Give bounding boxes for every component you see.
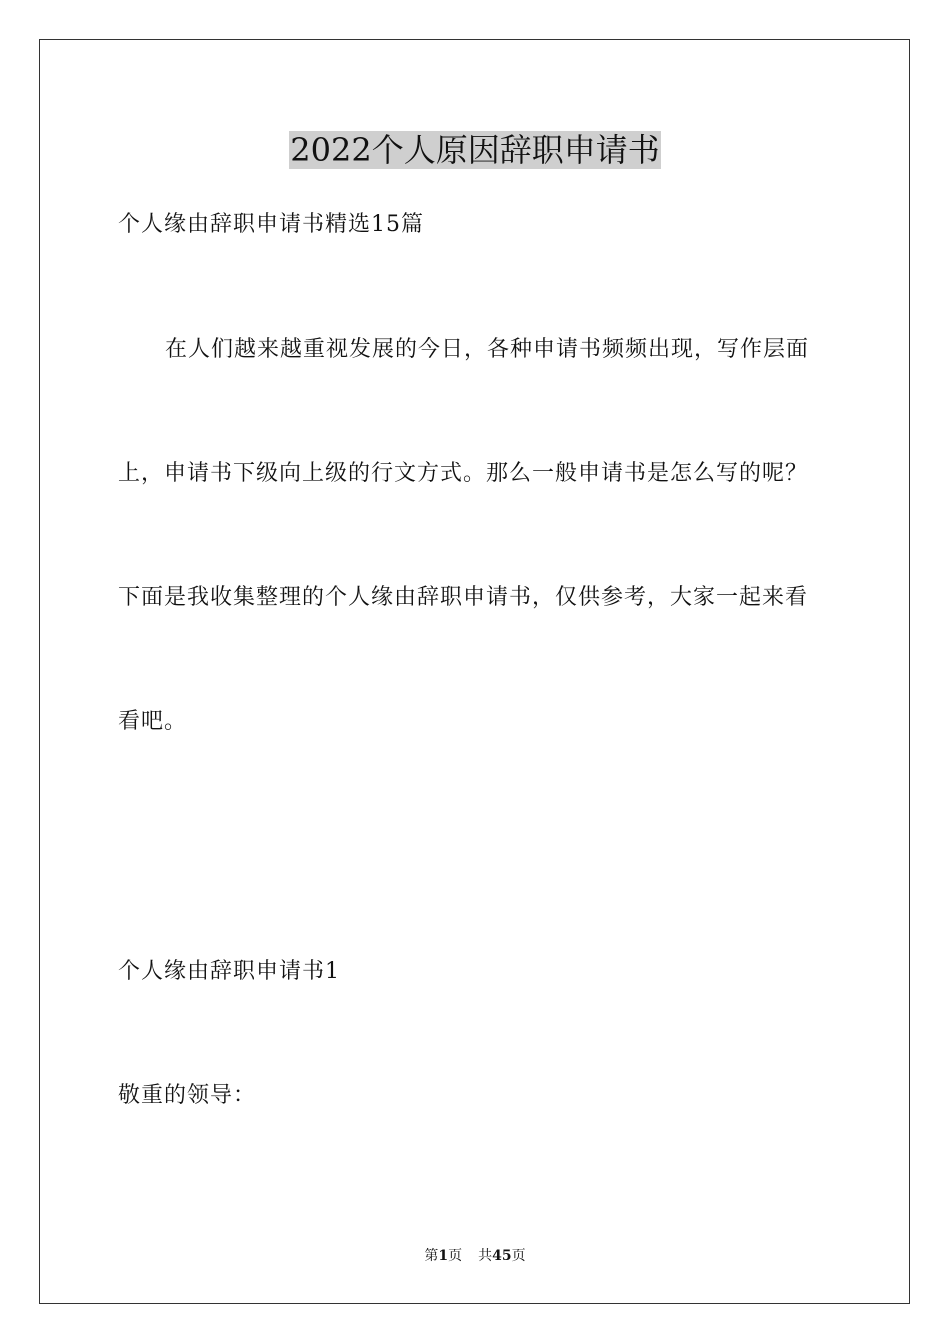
footer-total-prefix: 共 — [478, 1248, 493, 1264]
subtitle: 个人缘由辞职申请书精选15篇 — [118, 212, 424, 237]
page-footer — [0, 1246, 950, 1266]
salutation: 敬重的领导： — [118, 1083, 257, 1108]
document-title-text: 2022个人原因辞职申请书 — [290, 131, 660, 169]
footer-total-number: 45 — [492, 1248, 512, 1264]
footer-page-suffix: 页 — [448, 1248, 463, 1264]
section-heading: 个人缘由辞职申请书1 — [118, 959, 340, 984]
intro-line-2: 上，申请书下级向上级的行文方式。那么一般申请书是怎么写的呢？ — [118, 461, 809, 486]
footer-total-suffix: 页 — [511, 1248, 526, 1264]
document-title — [0, 128, 950, 172]
footer-page-number: 1 — [438, 1248, 449, 1264]
intro-line-1: 在人们越来越重视发展的今日，各种申请书频频出现，写作层面 — [165, 337, 810, 362]
intro-line-3: 下面是我收集整理的个人缘由辞职申请书，仅供参考，大家一起来看 — [118, 585, 809, 610]
footer-page-prefix: 第 — [424, 1248, 439, 1264]
intro-line-4: 看吧。 — [118, 709, 188, 734]
